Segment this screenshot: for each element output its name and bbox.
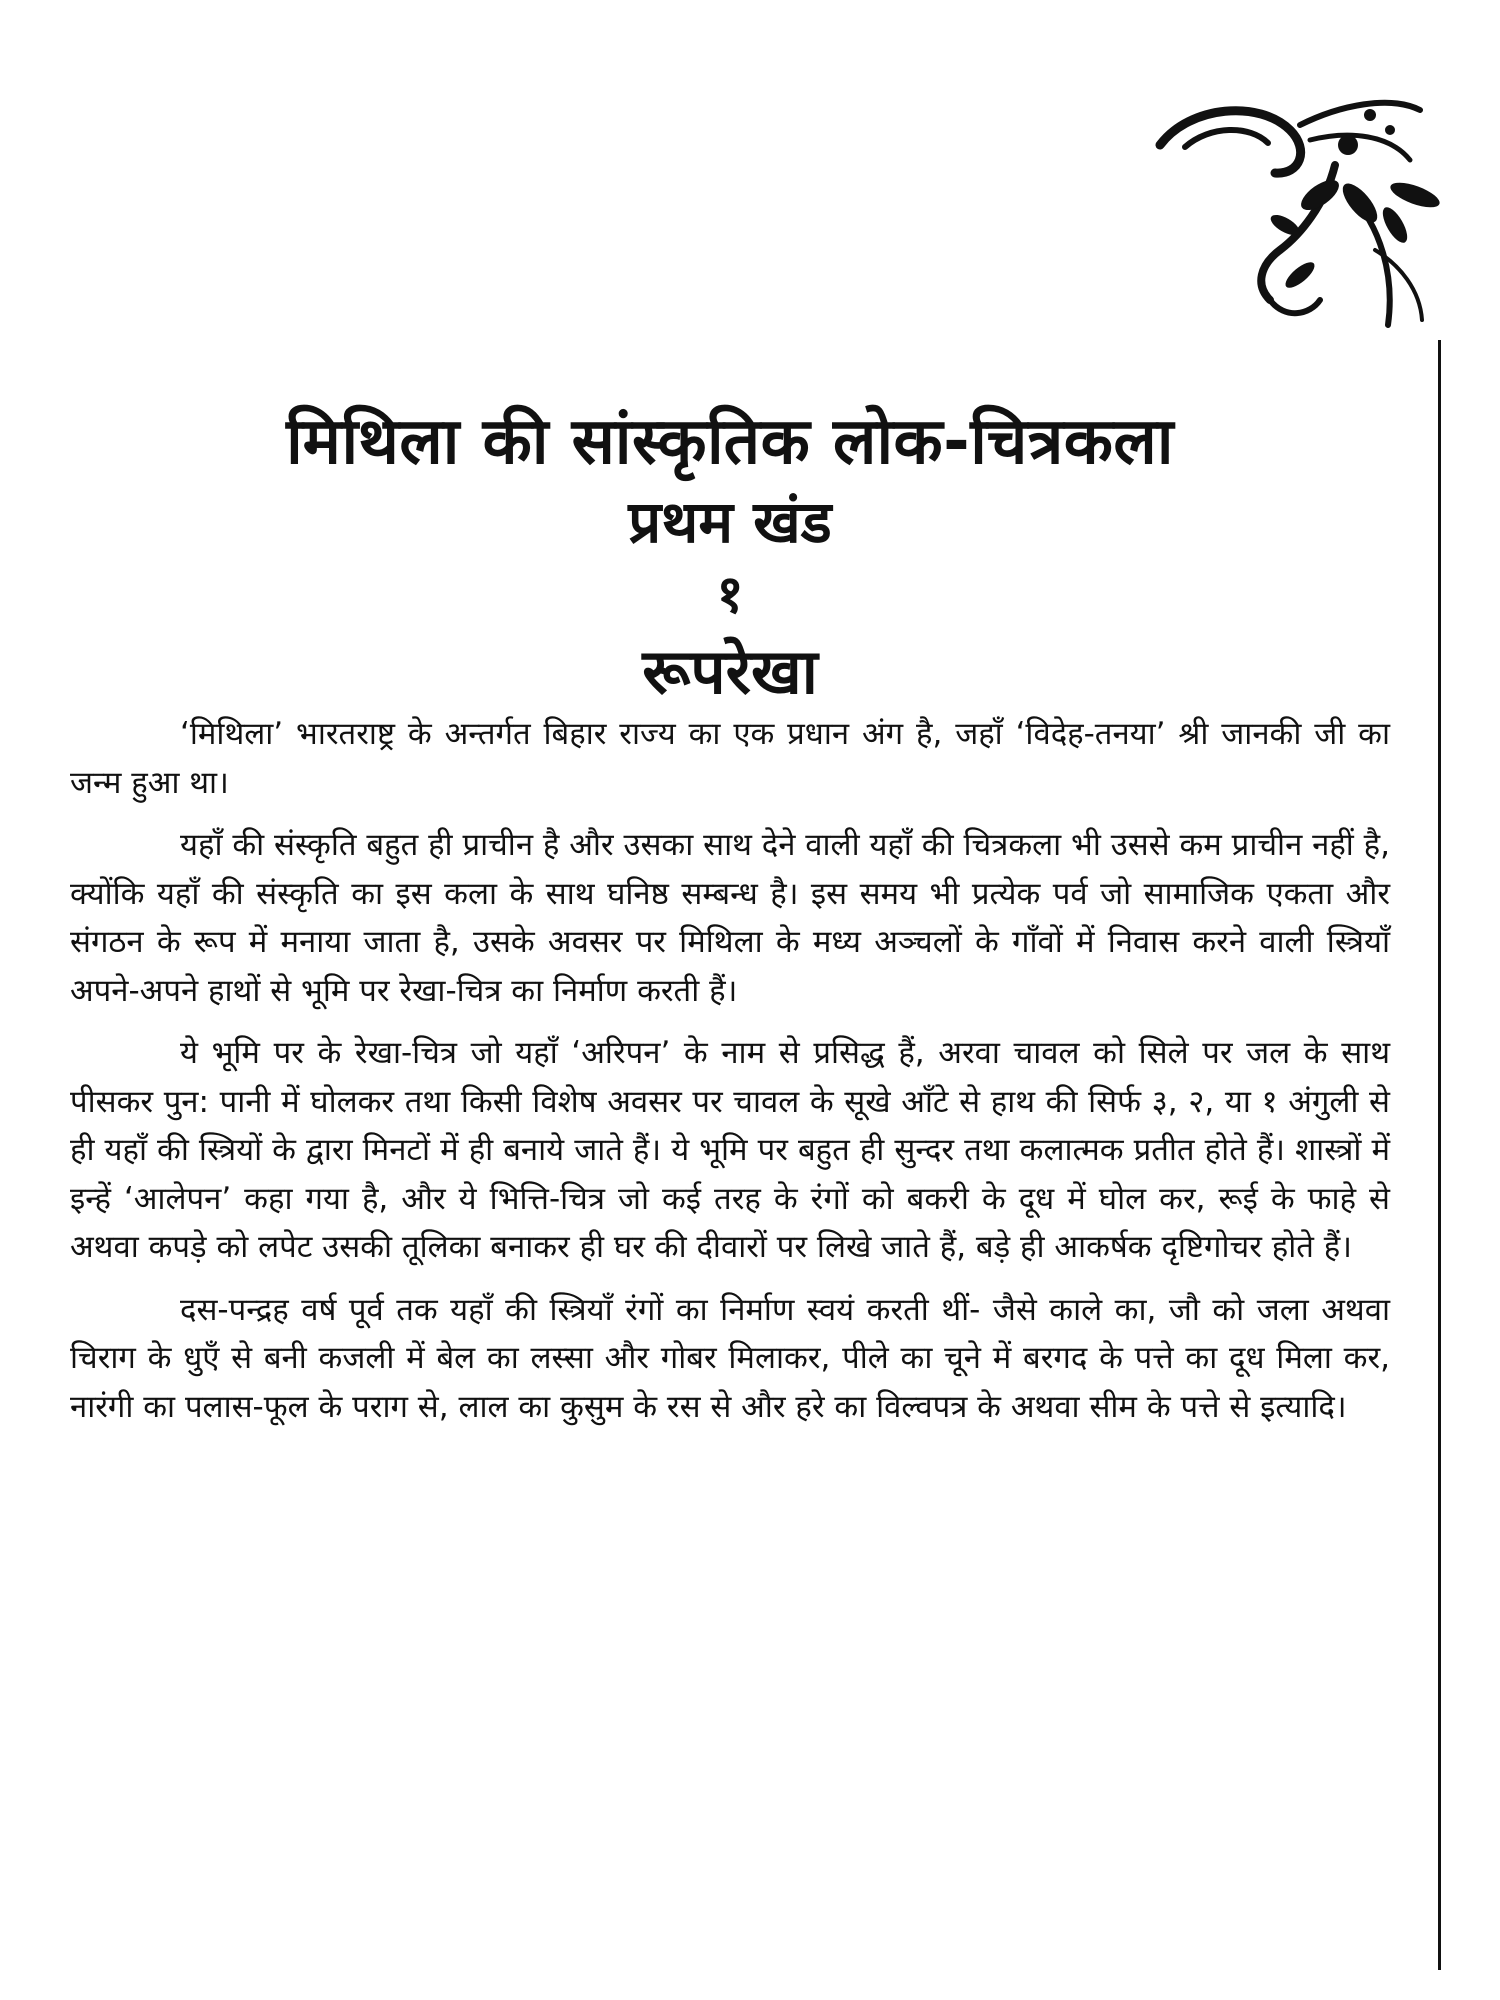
body-text bbox=[70, 710, 1390, 1445]
chapter-number: १ bbox=[716, 565, 744, 625]
paragraph: ये भूमि पर के रेखा-चित्र जो यहाँ ‘अरिपन’ के नाम से प्रसिद्ध हैं, अरवा चावल को सिले पर जल के साथ पीसकर पुन: पानी में घोलकर तथा किसी विशेष अवसर पर चावल के सूखे आँटे से हाथ की सिर्फ ३, २, या १ अंगुली से ही यहाँ की स्त्रियों के द्वारा मिनटों में ही बनाये जाते हैं। ये भूमि पर बहुत ही सुन्दर तथा कलात्मक प्रतीत होते हैं। शास्त्रों में इन्हें ‘आलेपन’ कहा गया है, और ये भित्ति-चित्र जो कई तरह के रंगों को बकरी के दूध में घोल कर, रूई के फाहे से अथवा कपड़े को लपेट उसकी तूलिका बनाकर ही घर की दीवारों पर लिखे जाते हैं, बड़े ही आकर्षक दृष्टिगोचर होते हैं। bbox=[70, 1035, 1390, 1265]
right-margin-rule bbox=[1438, 340, 1441, 1970]
chapter-title: रूपरेखा bbox=[642, 635, 818, 708]
section-title: प्रथम खंड bbox=[628, 488, 832, 556]
floral-corner-ornament-icon bbox=[1150, 85, 1450, 355]
paragraph: यहाँ की संस्कृति बहुत ही प्राचीन है और उसका साथ देने वाली यहाँ की चित्रकला भी उससे कम प्राचीन नहीं है, क्योंकि यहाँ की संस्कृति का इस कला के साथ घनिष्ठ सम्बन्ध है। इस समय भी प्रत्येक पर्व जो सामाजिक एकता और संगठन के रूप में मनाया जाता है, उसके अवसर पर मिथिला के मध्य अञ्चलों के गाँवों में निवास करने वाली स्त्रियाँ अपने-अपने हाथों से भूमि पर रेखा-चित्र का निर्माण करती हैं। bbox=[70, 827, 1390, 1009]
book-title: मिथिला की सांस्कृतिक लोक-चित्रकला bbox=[286, 405, 1174, 479]
paragraph: ‘मिथिला’ भारतराष्ट्र के अन्तर्गत बिहार राज्य का एक प्रधान अंग है, जहाँ ‘विदेह-तनया’ श्री जानकी जी का जन्म हुआ था। bbox=[70, 716, 1390, 801]
heading-block bbox=[100, 400, 1360, 714]
paragraph: दस-पन्द्रह वर्ष पूर्व तक यहाँ की स्त्रियाँ रंगों का निर्माण स्वयं करती थीं- जैसे काले का, जौ को जला अथवा चिराग के धुएँ से बनी कजली में बेल का लस्सा और गोबर मिलाकर, पीले का चूने में बरगद के पत्ते का दूध मिला कर, नारंगी का पलास-फूल के पराग से, लाल का कुसुम के रस से और हरे का विल्वपत्र के अथवा सीम के पत्ते से इत्यादि। bbox=[70, 1291, 1390, 1425]
